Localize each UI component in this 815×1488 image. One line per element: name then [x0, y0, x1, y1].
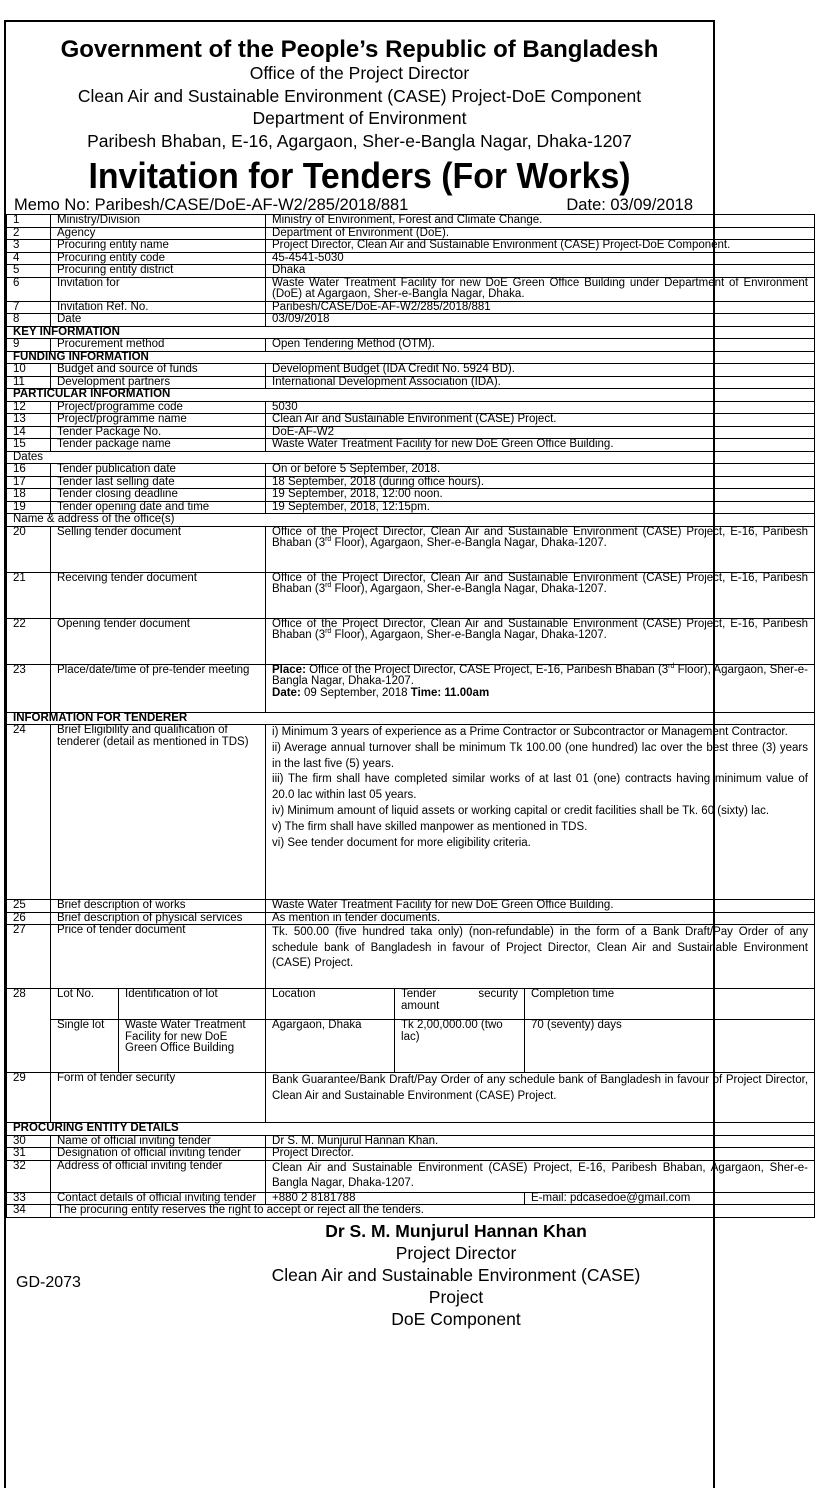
table-row: 6 Invitation for Waste Water Treatment Facility for new DoE Green Office Building under Department of Environment (DoE) at Agargaon, Sher-e-Bangla Nagar, Dhaka. [7, 277, 815, 301]
office-line: Office of the Project Director [249, 63, 470, 83]
table-row: 5 Procuring entity district Dhaka [7, 265, 815, 278]
table-row: 10 Budget and source of funds Development Budget (IDA Credit No. 5924 BD). [7, 364, 815, 377]
table-row: 16 Tender publication date On or before 5 September, 2018. [7, 464, 815, 477]
table-row: 11 Development partners International Development Association (IDA). [7, 376, 815, 389]
table-row: 22 Opening tender document Office of the Project Director, Clean Air and Sustainable Environment (CASE) Project, E-16, Paribesh Bhaban (3rd Floor), Agargaon, Sher-e-Bangla Nagar, Dhaka-1207. [7, 618, 815, 664]
table-row: 13 Project/programme name Clean Air and Sustainable Environment (CASE) Project. [7, 414, 815, 427]
table-row: 32 Address of official inviting tender Clean Air and Sustainable Environment (CASE) Project, E-16, Paribesh Bhaban, Agargaon, Sher-e-Bangla Nagar, Dhaka-1207. [7, 1160, 815, 1192]
table-row: 21 Receiving tender document Office of the Project Director, Clean Air and Sustainable Environment (CASE) Project, E-16, Paribesh Bhaban (3rd Floor), Agargaon, Sher-e-Bangla Nagar, Dhaka-1207. [7, 572, 815, 618]
table-row: 9 Procurement method Open Tendering Method (OTM). [7, 339, 815, 352]
table-row: 4 Procuring entity code 45-4541-5030 [7, 252, 815, 265]
table-row: 19 Tender opening date and time 19 September, 2018, 12:15pm. [7, 501, 815, 514]
table-row: 14 Tender Package No. DoE-AF-W2 [7, 426, 815, 439]
table-row: 15 Tender package name Waste Water Treatment Facility for new DoE Green Office Building. [7, 439, 815, 452]
table-row: 3 Procuring entity name Project Director, Clean Air and Sustainable Environment (CASE) Project-DoE Component. [7, 240, 815, 253]
section-heading: PROCURING ENTITY DETAILS [7, 1123, 815, 1136]
table-row: 20 Selling tender document Office of the Project Director, Clean Air and Sustainable Environment (CASE) Project, E-16, Paribesh Bhaban (3rd Floor), Agargaon, Sher-e-Bangla Nagar, Dhaka-1207. [7, 526, 815, 572]
section-heading: Dates [7, 451, 815, 464]
gd-number: GD-2073 [16, 1273, 81, 1291]
section-heading: PARTICULAR INFORMATION [7, 389, 815, 402]
government-heading: Government of the People’s Republic of Bangladesh [60, 36, 659, 63]
table-row: 31 Designation of official inviting tender Project Director. [7, 1148, 815, 1161]
table-row: 12 Project/programme code 5030 [7, 401, 815, 414]
table-row: 29 Form of tender security Bank Guarantee/Bank Draft/Pay Order of any schedule bank of Bangladesh in favour of Project Director, Clean Air and Sustainable Environment (CASE) Project. [7, 1073, 815, 1123]
table-row: 34 The procuring entity reserves the right to accept or reject all the tenders. [7, 1205, 815, 1218]
section-heading: INFORMATION FOR TENDERER [7, 712, 815, 725]
table-row: 33 Contact details of official inviting tender +880 2 8181788 E-mail: pdcasedoe@gmail.com [7, 1192, 815, 1205]
table-row: 18 Tender closing deadline 19 September, 2018, 12:00 noon. [7, 489, 815, 502]
table-row: 30 Name of official inviting tender Dr S. M. Munjurul Hannan Khan. [7, 1135, 815, 1148]
section-heading: KEY INFORMATION [7, 326, 815, 339]
table-row: 2 Agency Department of Environment (DoE). [7, 227, 815, 240]
department-line: Department of Environment [252, 108, 467, 128]
table-row: 8 Date 03/09/2018 [7, 314, 815, 327]
project-line: Clean Air and Sustainable Environment (CASE) Project-DoE Component [77, 85, 642, 106]
lot-header-row: 28 Lot No. Identification of lot Location Tender security amount Completion time [7, 989, 815, 1020]
tender-table [6, 214, 815, 1218]
signatory-component: DoE Component [391, 1308, 521, 1329]
page-title: Invitation for Tenders (For Works) [88, 155, 631, 196]
memo-line [6, 196, 713, 214]
signatory-name: Dr S. M. Munjurul Hannan Khan [325, 1220, 587, 1241]
table-row: 25 Brief description of works Waste Water Treatment Facility for new DoE Green Office Building. [7, 900, 815, 913]
table-row: 7 Invitation Ref. No. Paribesh/CASE/DoE-AF-W2/285/2018/881 [7, 301, 815, 314]
table-row: 23 Place/date/time of pre-tender meeting Place: Office of the Project Director, CASE Project, E-16, Paribesh Bhaban (3rd Floor), Agargaon, Sher-e-Bangla Nagar, Dhaka-1207. Date: 09 September, 2018 Time: 11.00am [7, 664, 815, 712]
address-line: Paribesh Bhaban, E-16, Agargaon, Sher-e-Bangla Nagar, Dhaka-1207 [87, 130, 632, 151]
memo-date: Date: 03/09/2018 [566, 196, 693, 214]
table-row: 26 Brief description of physical services As mention in tender documents. [7, 912, 815, 925]
lot-row: Single lot Waste Water Treatment Facility for new DoE Green Office Building Agargaon, Dhaka Tk 2,00,000.00 (two lac) 70 (seventy) days [7, 1020, 815, 1073]
section-heading: Name & address of the office(s) [7, 514, 815, 527]
signatory-designation: Project Director [395, 1242, 517, 1263]
signature-block [6, 1218, 713, 1328]
table-row: 27 Price of tender document Tk. 500.00 (five hundred taka only) (non-refundable) in the form of a Bank Draft/Pay Order of any schedule bank of Bangladesh in favour of Project Director, Clean Air and Sustainable Environment (CASE) Project. [7, 925, 815, 989]
memo-number: Memo No: Paribesh/CASE/DoE-AF-W2/285/2018/881 [14, 196, 409, 214]
table-row: 24 Brief Eligibility and qualification of tenderer (detail as mentioned in TDS) i) Minimum 3 years of experience as a Prime Contractor or Subcontractor or Management Contractor. ii) Average annual turnover shall be minimum Tk 100.00 (one hundred) lac over the best three (3) years in the last five (5) years. iii) The firm shall have completed similar works of at last 01 (one) contracts having minimum value of 20.0 lac within last 05 years. iv) Minimum amount of liquid assets or working capital or credit facilities shall be Tk. 60 (sixty) lac. v) The firm shall have skilled manpower as mentioned in TDS. vi) See tender document for more eligibility criteria. [7, 725, 815, 900]
table-row: 1 Ministry/Division Ministry of Environment, Forest and Climate Change. [7, 215, 815, 228]
table-row: 17 Tender last selling date 18 September, 2018 (during office hours). [7, 476, 815, 489]
signatory-project: Clean Air and Sustainable Environment (CASE) Project [271, 1264, 641, 1307]
tender-notice [4, 20, 809, 1488]
section-heading: FUNDING INFORMATION [7, 351, 815, 364]
